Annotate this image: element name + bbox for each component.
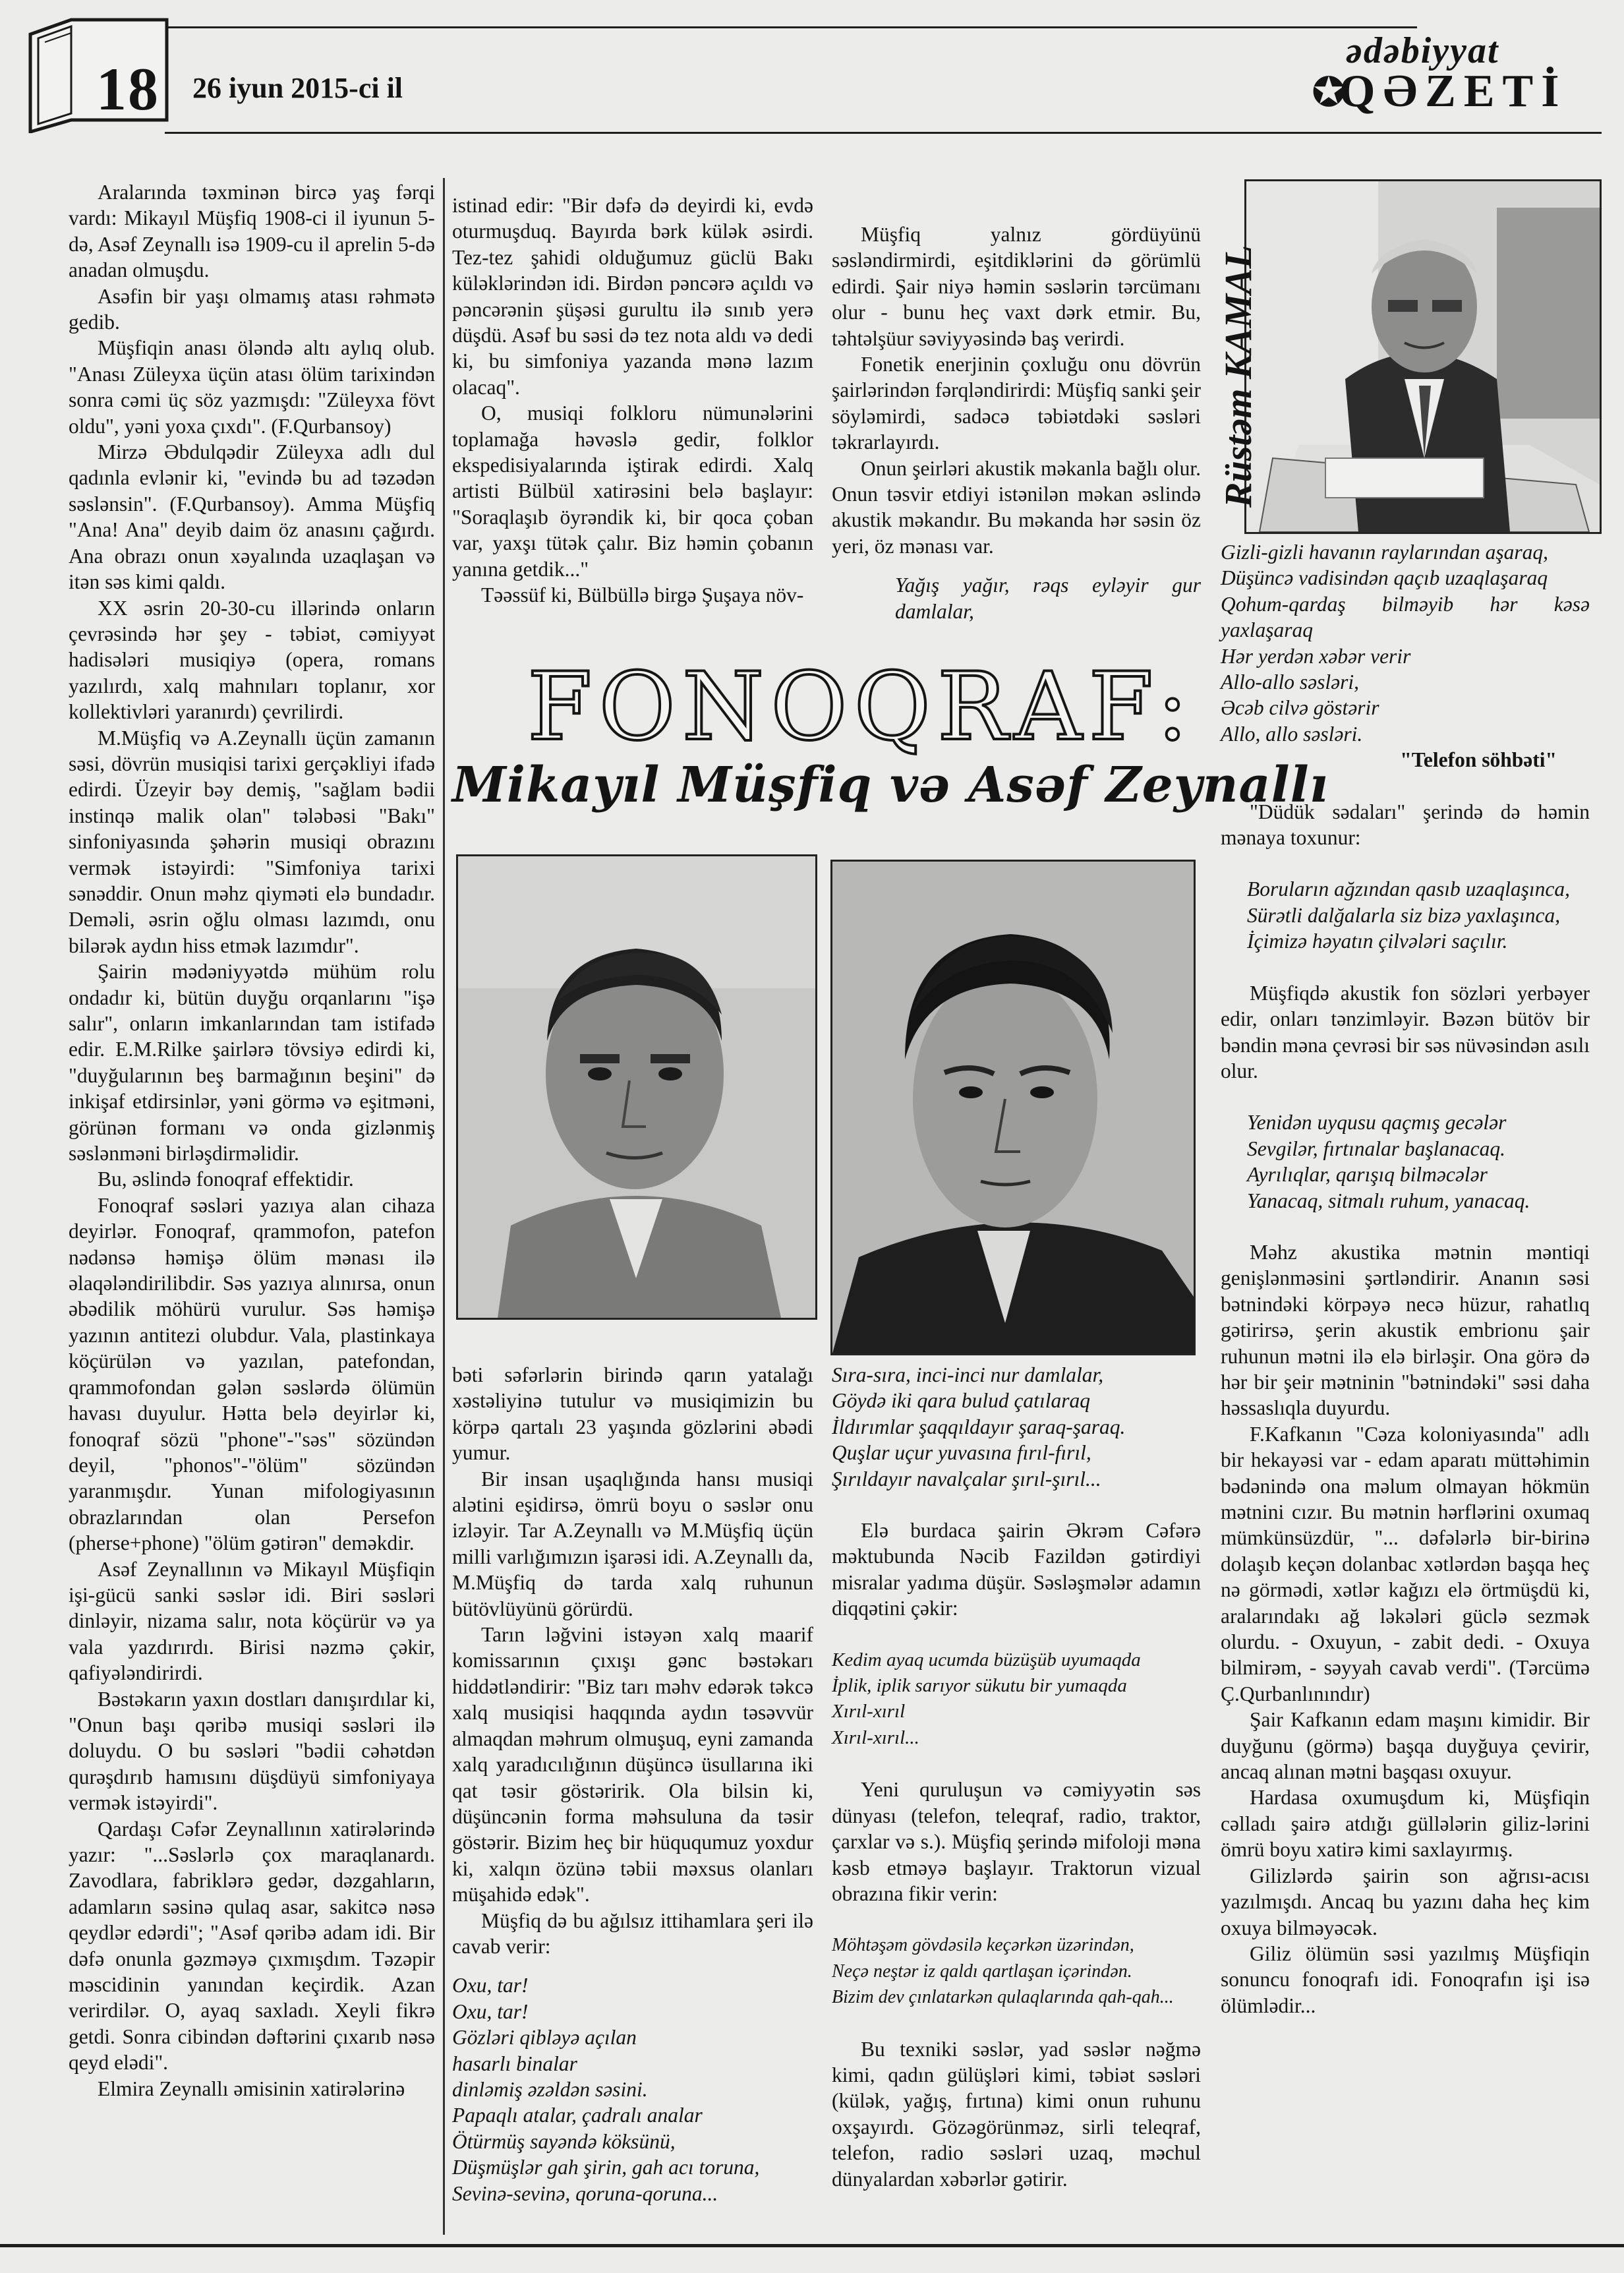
- logo-emblem-icon: ✪: [1312, 71, 1346, 115]
- poem-line: İplik, iplik sarıyor sükutu bir yumaqda: [832, 1675, 1127, 1697]
- footer-rule: [0, 2244, 1624, 2247]
- poem-line: Kedim ayaq ucumda büzüşüb uyumaqda: [832, 1649, 1141, 1670]
- paragraph: Şairin mədəniyyətdə mühüm rolu ondadır ki, bütün duyğu orqanlarını "işə salır", onların imkanlarından tam istifadə edir. E.M.Rilke şairlərə tövsiyə edirdi ki, "duyğularının beş barmağının beşini" də inkişaf etdirsinlər, yəni görmə və eşitməni, görünən formanı və onda gizlənmiş səslənməni birləşdirməlidir.: [69, 960, 435, 1166]
- poem-line: Düşmüşlər gah şirin, gah acı toruna,: [452, 2156, 760, 2179]
- paragraph: Yeni quruluşun və cəmiyyətin səs dünyası (telefon, teleqraf, radio, traktor, çarxlar və s.). Müşfiq şerində mifoloji məna kəsb etməyə başlayır. Traktorun vizual obrazına fikir verin:: [832, 1778, 1201, 1905]
- paragraph: Hardasa oxumuşdum ki, Müşfiqin cəlladı şairə atdığı güllələrin giliz-lərini ömrü boyu xatirə kimi saxlayırmış.: [1221, 1786, 1590, 1862]
- paragraph: Təəssüf ki, Bülbüllə birgə Şuşaya növ-: [481, 583, 804, 607]
- paragraph: Elə burdaca şairin Əkrəm Cəfərə məktubunda Nəcib Fazildən gətirdiyi misralar yadıma düşür. Səsləşmələr adamın diqqətini çəkir:: [832, 1519, 1201, 1620]
- paragraph: Asəf Zeynallının və Mikayıl Müşfiqin işi-gücü sanki səslər idi. Biri səsləri dinləyir, nizama salır, nota köçürür və ya vala yazdırırdı. Birisi nəzmə çəkir, qafiyələndirirdi.: [69, 1557, 435, 1685]
- poem-line: Hər yerdən xəbər verir: [1221, 644, 1411, 668]
- portrait-photo-left: [456, 854, 817, 1320]
- poem-line: Allo, allo səsləri.: [1221, 722, 1363, 746]
- poem-line: Sevinə-sevinə, qoruna-qoruna...: [452, 2181, 718, 2205]
- paragraph: Giliz ölümün səsi yazılmış Müşfiqin sonuncu fonoqrafı idi. Fonoqrafın işi isə ölümlədir...: [1221, 1941, 1590, 2017]
- paragraph: Müşfiq də bu ağılsız ittihamlara şeri ilə cavab verir:: [452, 1908, 813, 1958]
- poem-line: Boruların ağzından qasıb uzaqlaşınca,: [1247, 877, 1571, 901]
- paragraph: Gilizlərdə şairin son ağrısı-acısı yazılmışdı. Ancaq bu yazını daha heç kim oxuya bilməyəcək.: [1221, 1864, 1590, 1939]
- paragraph: Müşfiq yalnız gördüyünü səsləndirmirdi, eşitdiklərini də görümlü edirdi. Şair niyə həmin səslərin tərcümanı olur - bunu heç vaxt dərk etmir. Bu, təhtəlşüur səviyyəsində baş verirdi.: [832, 223, 1201, 350]
- paragraph: Qardaşı Cəfər Zeynallının xatirələrində yazır: "...Səslərlə çox maraqlanardı. Zavodlara, fabriklərə gedər, dəzgahların, adamların səsinə qulaq asar, sakitcə nəsə qeydlər edərdi"; "Asəf qəribə adam idi. Bir dəfə onunla gəzməyə çıxmışdım. Təzəpir məscidinin yanından keçirdik. Azan verirdilər. O, ayaq saxladı. Xeyli fikrə getdi. Sonra cibindən dəftərini çıxarıb nəsə qeyd elədi".: [69, 1817, 435, 2075]
- column-3-bottom: [832, 1362, 1201, 2192]
- poem-line: İçimizə həyatın çilvələri saçılır.: [1247, 930, 1508, 953]
- poem-line: Papaqlı atalar, çadralı analar: [452, 2104, 703, 2127]
- paragraph: Fonetik enerjinin çoxluğu onu dövrün şairlərindən fərqləndirirdi: Müşfiq sanki şeir söyləmirdi, sadəcə təbiətdəki səsləri təkrarlayırdı.: [832, 353, 1201, 454]
- poem-line: Şırıldayır navalçalar şırıl-şırıl...: [832, 1467, 1101, 1491]
- column-4: [1221, 539, 1590, 2019]
- column-divider: [443, 178, 445, 2235]
- issue-date: 26 iyun 2015-ci il: [192, 72, 403, 104]
- page-number: 18: [96, 55, 160, 123]
- column-2-top: [452, 192, 813, 608]
- header-rule-lower: [165, 132, 1602, 134]
- poem-line: Yağış yağır, rəqs eyləyir gur damlalar,: [895, 574, 1201, 623]
- paragraph: Məhz akustika mətnin məntiqi genişlənməsini şərtləndirir. Ananın səsi bətnindəki körpəyə necə hüzur, rahatlıq gətirirsə, şerin akustik embrionu şair ruhunun mətni ilə elə birləşir. Ona görə də hər bir şeir mətninin "bətnindəki" səsi daha həssaslıqla duyurdu.: [1221, 1240, 1590, 1420]
- poem-line: Sıra-sıra, inci-inci nur damlalar,: [832, 1363, 1104, 1386]
- poem-line: hasarlı binalar: [452, 2052, 577, 2075]
- poem-line: Allo-allo səsləri,: [1221, 670, 1359, 694]
- paragraph: Asəfin bir yaşı olmamış atası rəhmətə gedib.: [69, 284, 435, 334]
- poem-line: Sürətli dalğalarla siz bizə yaxlaşınca,: [1247, 903, 1561, 927]
- paragraph: Bu texniki səslər, yad səslər nəğmə kimi, qadın gülüşləri kimi, təbiət səsləri (külək, yağış, fırtına) kimi onun ruhunu oxşayırdı. Gözəgörünməz, sirli teleqraf, telefon, radio səsləri uzaq, məchul dünyalardan xəbərlər gətirir.: [832, 2037, 1201, 2191]
- column-3-top: [832, 221, 1201, 624]
- poem-line: Ayrılıqlar, qarışıq bilməcələr: [1247, 1163, 1488, 1187]
- paragraph: Şair Kafkanın edam maşını kimidir. Bir duyğunu (görmə) başqa duyğuya çevirir, ancaq alınan mətni başqası oxuyur.: [1221, 1708, 1590, 1784]
- paragraph: Elmira Zeynallı əmisinin xatirələrinə: [98, 2077, 405, 2100]
- poem-line: Yanacaq, sitmalı ruhum, yanacaq.: [1247, 1189, 1530, 1212]
- poem-line: Sevgilər, fırtınalar başlanacaq.: [1247, 1136, 1505, 1160]
- newspaper-logo: [1305, 30, 1615, 115]
- poem-line: Oxu, tar!: [452, 1999, 529, 2023]
- poem-line: Neçə neştər iz qaldı qartlaşan içərindən.: [832, 1961, 1132, 1982]
- article-title: FONOQRAF:: [527, 653, 1195, 761]
- poem-line: Xırıl-xırıl: [832, 1701, 906, 1723]
- poem-line: Qohum-qardaş bilməyib hər kəsə yaxlaşaraq: [1221, 592, 1590, 642]
- paragraph: bəti səfərlərin birində qarın yatalağı xəstəliyinə tutulur və musiqimizin bu körpə qartalı 23 yaşında gözlərini əbədi yumur.: [452, 1363, 813, 1465]
- paragraph: istinad edir: "Bir dəfə də deyirdi ki, evdə oturmuşduq. Bayırda bərk külək əsirdi. Tez-tez şahidi olduğumuz güclü Bakı küləklərindən idi. Birdən pəncərə açıldı və pəncərənin şüşəsi gurultu ilə sınıb yerə düşdü. Asəf bu səsi də tez nota aldı və dedi ki, bu simfoniya yazanda mənə lazım olacaq".: [452, 194, 813, 399]
- author-byline: Rüstəm KAMAL: [1217, 245, 1260, 508]
- paragraph: "Düdük sədaları" şerində də həmin mənaya toxunur:: [1221, 800, 1590, 850]
- poem-line: Oxu, tar!: [452, 1974, 529, 1997]
- author-photo: [1244, 179, 1602, 534]
- poem-line: Möhtəşəm gövdəsilə keçərkən üzərindən,: [832, 1935, 1134, 1956]
- poem-line: İldırımlar şaqqıldayır şaraq-şaraq.: [832, 1415, 1126, 1438]
- paragraph: Onun şeirləri akustik məkanla bağlı olur. Onun təsvir etdiyi istənilən məkan əslində akustik məkandır. Bu məkanda hər səsin öz yeri, öz mənası var.: [832, 456, 1201, 558]
- paragraph: Müşfiqdə akustik fon sözləri yerbəyer edir, onları tənzimləyir. Bəzən bütöv bir bəndin məna çevrəsi bir səs nüvəsindən asılı olur.: [1221, 981, 1590, 1082]
- page-number-box: [18, 15, 170, 133]
- poem-line: Quşlar uçur yuvasına fırıl-fırıl,: [832, 1441, 1091, 1465]
- paragraph: F.Kafkanın "Cəza koloniyasında" adlı bir hekayəsi var - edam aparatı müttəhimin bədənində ona məlum olmayan hökmün mətnini cızır. Bu mətnin hərflərini oxumaq mümkünsüzdür, "... dəfələrlə bir-birinə dolaşıb keçən dolanbac xətlərdən başqa heç nə görmədi, xətlər kağızı elə örtmüşdü ki, aralarındakı ağ ləkələri güclə sezmək olurdu. - Oxuyun, - zabit dedi. - Oxuya bilmirəm, - səyyah cavab verdi". (Tərcümə Ç.Qurbanlınındır): [1221, 1422, 1590, 1705]
- header-rule: [165, 26, 1417, 28]
- paragraph: Müşfiqin anası öləndə altı aylıq olub. "Anası Züleyxa üçün atası ölüm tarixindən sonra cəmi üç söz yazmışdı: "Züleyxa fövt oldu", yəni yoxa çıxdı". (F.Qurbansoy): [69, 336, 435, 438]
- poem-line: Əcəb cilvə göstərir: [1221, 696, 1379, 720]
- paragraph: Mirzə Əbdulqədir Züleyxa adlı dul qadınla evlənir ki, "evində bu ad təzədən səslənsin". (F.Qurbansoy). Amma Müşfiq "Ana! Ana" deyib daim öz anasını çağırdı. Ana obrazı onun xəyalında uzaqlaşan və itən səs kimi qaldı.: [69, 440, 435, 594]
- paragraph: Bu, əslində fonoqraf effektidir.: [98, 1167, 354, 1191]
- portrait-photo-right: [830, 860, 1196, 1355]
- poem-line: Bizim dev çınlatarkən qulaqlarında qah-qah...: [832, 1987, 1174, 2008]
- poem-source: "Telefon söhbəti": [1400, 748, 1557, 772]
- paragraph: O, musiqi folkloru nümunələrini toplamağa həvəslə gedir, folklor ekspedisiyalarında iştirak edirdi. Xalq artisti Bülbül xatirəsini belə başlayır: "Soraqlaşıb öyrəndik ki, bir qoca çoban var, yaxşı tütək çalır. Biz həmin çobanın yanına getdik...": [452, 401, 813, 581]
- poem-line: Gizli-gizli havanın raylarından aşaraq,: [1221, 541, 1549, 564]
- paragraph: Aralarında təxminən bircə yaş fərqi vardı: Mikayıl Müşfiq 1908-ci il iyunun 5-də, Asəf Zeynallı isə 1909-cu il aprelin 5-də anadan olmuşdu.: [69, 181, 435, 282]
- column-1: [69, 179, 435, 2102]
- paragraph: Fonoqraf səsləri yazıya alan cihaza deyirlər. Fonoqraf, qrammofon, patefon nədənsə həmişə ölüm mənası ilə əlaqələndirilibdir. Səs yazıya alınırsa, onun əbədilik möhürü vurulur. Səs həmişə yazının antitezi olubdur. Vala, plastinkaya köçürülən və yazılan, patefondan, qrammofondan gələn səslərdə ölümün havası duyulur. Hətta belə deyirlər ki, fonoqraf sözü "phone"-"səs" sözündən deyil, "phonos"-"ölüm" sözündən yaranmışdır. Yunan mifologiyasının obrazlarından olan Persefon (pherse+phone) "ölüm gətirən" deməkdir.: [69, 1193, 435, 1555]
- poem-line: Göydə iki qara bulud çatılaraq: [832, 1389, 1090, 1413]
- logo-top-text: ədəbiyyat: [1346, 30, 1499, 71]
- paragraph: XX əsrin 20-30-cu illərində onların çevrəsində hər şey - təbiət, cəmiyyət hadisələri musiqiyə (opera, romans yazılırdı, xalq mahnıları toplanır, xor kollektivləri yaranırdı) çevrilirdi.: [69, 596, 435, 724]
- poem-line: Yenidən uyqusu qaçmış gecələr: [1247, 1111, 1507, 1135]
- article-subtitle: Mikayıl Müşfiq və Asəf Zeynallı: [452, 757, 1329, 813]
- poem-line: Düşüncə vadisindən qaçıb uzaqlaşaraq: [1221, 566, 1548, 590]
- paragraph: Bəstəkarın yaxın dostları danışırdılar ki, "Onun başı qəribə musiqi səsləri ilə doluydu. O bu səsləri "bədii cəhətdən qurəşdırıb hamısını düşdüyü simfoniyaya vermək istəyirdi".: [69, 1687, 435, 1815]
- poem-line: dinləmiş əzəldən səsini.: [452, 2077, 648, 2101]
- paragraph: Tarın ləğvini istəyən xalq maarif komissarının çıxışı gənc bəstəkarı hiddətləndirir: "Biz tarı məhv edərək təkcə xalq musiqisi haqqında aydın təsəvvür almaqdan məhrum olmuşuq, eyni zamanda xalq yaradıcılığının düşüncə üsullarına iki qat təsir göstəririk. Ola bilsin ki, düşüncənin forma məhsuluna da təsir göstərir. Bizim heç bir hüququmuz yoxdur ki, xalqın özünə təbii məxsus olanları müşahidə edək".: [452, 1623, 813, 1906]
- logo-bottom-text: QƏZETİ: [1339, 66, 1567, 117]
- paragraph: Bir insan uşaqlığında hansı musiqi alətini eşidirsə, ömrü boyu o səslər onu izləyir. Tar A.Zeynallı və M.Müşfiq üçün milli varlığımızın işarəsi idi. A.Zeynallı da, M.Müşfiq də tarda xalq ruhunun bütövlüyünü görürdü.: [452, 1467, 813, 1620]
- paragraph: M.Müşfiq və A.Zeynallı üçün zamanın səsi, dövrün musiqisi tarixi gerçəkliyi ifadə edirdi. Üzeyir bəy demiş, "sağlam bədii instinqə malik olan" tələbəsi "Bakı" sinfoniyasında şəhərin musiqi obrazını vermək istəyirdi: "Simfoniya tarixi sənəddir. Onun məhz qiyməti elə bundadır. Deməli, əsrin oğlu olması lazımdı, onu bilərək aydın hiss etmək lazımdır".: [69, 726, 435, 957]
- poem-line: Xırıl-xırıl...: [832, 1727, 919, 1748]
- column-2-bottom: [452, 1362, 813, 2206]
- poem-line: Ötürmüş sayəndə köksünü,: [452, 2129, 676, 2153]
- poem-line: Gözləri qibləyə açılan: [452, 2026, 637, 2050]
